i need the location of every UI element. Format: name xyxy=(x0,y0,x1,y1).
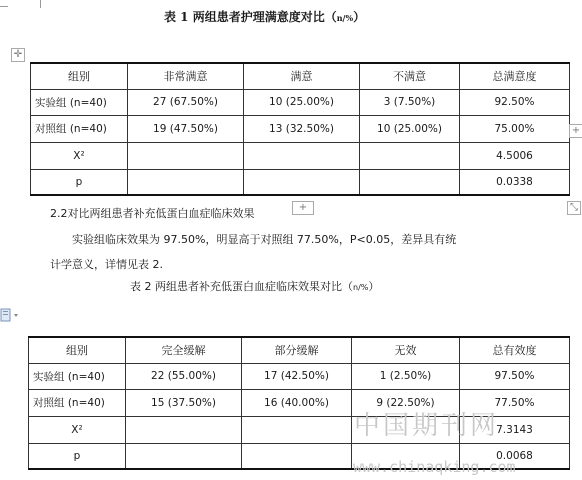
table-cell: X² xyxy=(31,142,128,169)
table-cell: 实验组 (n=40) xyxy=(31,89,128,115)
header-cell: 组别 xyxy=(29,337,126,363)
table-header-row xyxy=(31,63,570,89)
table-cell xyxy=(128,169,244,195)
header-cell: 组别 xyxy=(31,63,128,89)
paste-clipboard-icon xyxy=(0,308,22,322)
header-cell: 完全缓解 xyxy=(126,337,242,363)
plus-icon: + xyxy=(571,125,581,136)
paste-options-button[interactable] xyxy=(0,308,22,322)
table-cell: p xyxy=(29,443,126,469)
table-cell: 92.50% xyxy=(460,89,570,115)
table-cell: X² xyxy=(29,416,126,443)
table-cell: 22 (55.00%) xyxy=(126,363,242,389)
header-cell: 不满意 xyxy=(360,63,460,89)
table-cell: 0.0068 xyxy=(460,443,570,469)
section-heading: 2.2对比两组患者补充低蛋白血症临床效果 xyxy=(50,207,255,220)
table-row xyxy=(31,142,570,169)
paragraph-line: 实验组临床效果为 97.50%，明显高于对照组 77.50%，P<0.05，差异具有统 xyxy=(72,233,457,246)
table-cell xyxy=(126,443,242,469)
table-cell: 19 (47.50%) xyxy=(128,115,244,142)
paragraph-line: 计学意义，详情见表 2. xyxy=(50,258,163,271)
table-cell: 9 (22.50%) xyxy=(352,389,460,416)
table-cell: 4.5006 xyxy=(460,142,570,169)
table-cell xyxy=(244,142,360,169)
table-cell: 10 (25.00%) xyxy=(360,115,460,142)
plus-icon: + xyxy=(298,202,308,213)
header-cell: 满意 xyxy=(244,63,360,89)
table-cell: 对照组 (n=40) xyxy=(31,115,128,142)
table1-title: 表 1 两组患者护理满意度对比（n/%） xyxy=(164,10,366,24)
page-corner-mark xyxy=(40,0,41,8)
table-cell xyxy=(128,142,244,169)
table-row xyxy=(29,363,570,389)
table2 xyxy=(28,336,570,470)
table-cell: 97.50% xyxy=(460,363,570,389)
table-cell: 实验组 (n=40) xyxy=(29,363,126,389)
page-corner-mark xyxy=(0,6,8,7)
table-resize-handle[interactable] xyxy=(567,201,581,215)
table-cell: 3 (7.50%) xyxy=(360,89,460,115)
table-cell xyxy=(360,169,460,195)
table2-title: 表 2 两组患者补充低蛋白血症临床效果对比（n/%） xyxy=(130,280,380,293)
table-cell: 77.50% xyxy=(460,389,570,416)
header-cell: 部分缓解 xyxy=(242,337,352,363)
table-header-row xyxy=(29,337,570,363)
move-cross-icon: ✛ xyxy=(13,49,23,60)
watermark-cn: 中国期刊网 xyxy=(354,411,500,441)
table-cell: 15 (37.50%) xyxy=(126,389,242,416)
header-cell: 无效 xyxy=(352,337,460,363)
table-cell: 对照组 (n=40) xyxy=(29,389,126,416)
table-cell: 17 (42.50%) xyxy=(242,363,352,389)
resize-diagonal-icon: ⤡ xyxy=(570,202,578,213)
add-row-button[interactable] xyxy=(292,201,314,215)
table-cell xyxy=(244,169,360,195)
table-cell: 10 (25.00%) xyxy=(244,89,360,115)
header-cell: 总满意度 xyxy=(460,63,570,89)
watermark-url: www.chinaqking.com xyxy=(353,458,516,476)
header-cell: 非常满意 xyxy=(128,63,244,89)
table1 xyxy=(30,62,570,196)
table-cell: p xyxy=(31,169,128,195)
table-cell: 75.00% xyxy=(460,115,570,142)
table-cell: 0.0338 xyxy=(460,169,570,195)
table-cell xyxy=(242,416,352,443)
header-cell: 总有效度 xyxy=(460,337,570,363)
table-cell: 27 (67.50%) xyxy=(128,89,244,115)
table-cell: 1 (2.50%) xyxy=(352,363,460,389)
table-cell xyxy=(126,416,242,443)
table-cell: 13 (32.50%) xyxy=(244,115,360,142)
table-row xyxy=(31,169,570,195)
table-row xyxy=(31,89,570,115)
table-cell xyxy=(360,142,460,169)
add-column-button[interactable] xyxy=(569,124,582,138)
table-move-handle[interactable] xyxy=(11,48,25,62)
table-row xyxy=(31,115,570,142)
table-cell: 16 (40.00%) xyxy=(242,389,352,416)
table-cell: 7.3143 xyxy=(460,416,570,443)
table-cell xyxy=(242,443,352,469)
